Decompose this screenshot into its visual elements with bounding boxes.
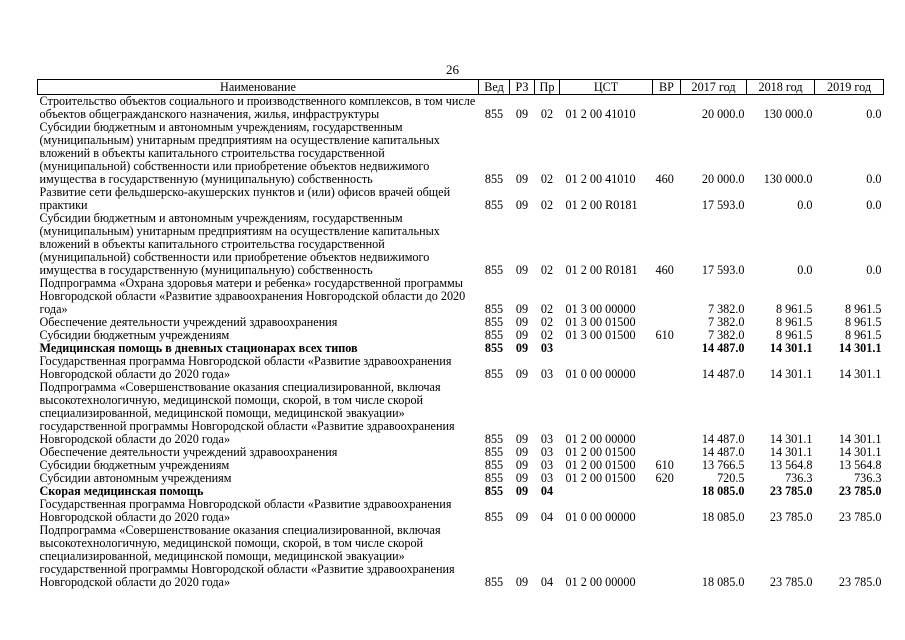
cell-vr: 460 xyxy=(655,263,674,277)
cell-name: Скорая медицинская помощь xyxy=(39,484,204,498)
cell-ved: 855 xyxy=(484,341,504,355)
cell-vr xyxy=(653,342,681,355)
cell-rz: 09 xyxy=(515,575,529,589)
cell-y2017: 14 487.0 xyxy=(701,341,745,355)
header-pr: Пр xyxy=(535,80,560,95)
cell-cst xyxy=(560,342,653,355)
cell-name: Государственная программа Новгородской области «Развитие здравоохранения Новгородской области до 2020 года» xyxy=(39,354,452,381)
cell-pr: 03 xyxy=(540,445,554,459)
cell-name: Субсидии бюджетным и автономным учреждениям, государственным (муниципальным) унитарным предприятиям на осуществление капитальных вложений в объекты капитального строительства государственной (муниципальной) собственности или приобретение объектов недвижимого имущества в государственную (муниципальную) собственность xyxy=(39,211,440,277)
cell-rz: 09 xyxy=(515,484,529,498)
cell-name: Государственная программа Новгородской области «Развитие здравоохранения Новгородской области до 2020 года» xyxy=(39,497,452,524)
cell-y2019: 8 961.5 xyxy=(844,315,882,329)
cell-name: Медицинская помощь в дневных стационарах всех типов xyxy=(39,341,358,355)
header-cst: ЦСТ xyxy=(560,80,653,95)
header-2017: 2017 год xyxy=(681,80,747,95)
cell-y2019: 23 785.0 xyxy=(838,484,882,498)
cell-ved: 855 xyxy=(484,263,504,277)
cell-pr: 02 xyxy=(540,172,554,186)
cell-name: Развитие сети фельдшерско-акушерских пунктов и (или) офисов врачей общей практики xyxy=(39,185,451,212)
cell-cst: 01 3 00 01500 xyxy=(565,328,636,342)
cell-y2018: 8 961.5 xyxy=(775,328,813,342)
cell-pr: 04 xyxy=(540,575,554,589)
cell-cst: 01 2 00 01500 xyxy=(565,445,636,459)
cell-y2017: 17 593.0 xyxy=(701,263,745,277)
table-header-row xyxy=(38,80,884,95)
cell-y2019: 14 301.1 xyxy=(838,432,882,446)
table-row xyxy=(38,355,884,381)
cell-y2019: 8 961.5 xyxy=(844,328,882,342)
cell-y2017: 7 382.0 xyxy=(707,302,745,316)
cell-y2018: 14 301.1 xyxy=(769,341,813,355)
cell-ved: 855 xyxy=(484,575,504,589)
cell-y2018: 0.0 xyxy=(797,198,813,212)
cell-y2018: 736.3 xyxy=(785,471,813,485)
header-2019: 2019 год xyxy=(815,80,884,95)
cell-y2019: 23 785.0 xyxy=(838,510,882,524)
cell-vr xyxy=(653,186,681,212)
cell-name: Субсидии бюджетным учреждениям xyxy=(39,328,230,342)
cell-y2017: 14 487.0 xyxy=(701,432,745,446)
cell-y2019: 736.3 xyxy=(854,471,882,485)
cell-vr: 610 xyxy=(655,458,674,472)
cell-pr: 02 xyxy=(540,328,554,342)
cell-vr xyxy=(653,524,681,589)
page-number: 26 xyxy=(446,62,459,77)
cell-vr xyxy=(653,277,681,316)
budget-table xyxy=(37,79,884,589)
cell-rz: 09 xyxy=(515,367,529,381)
table-body xyxy=(38,95,884,590)
cell-y2017: 18 085.0 xyxy=(701,575,745,589)
cell-cst: 01 3 00 01500 xyxy=(565,315,636,329)
cell-vr: 620 xyxy=(655,471,674,485)
cell-pr: 03 xyxy=(540,367,554,381)
cell-y2017: 14 487.0 xyxy=(701,367,745,381)
cell-ved: 855 xyxy=(484,458,504,472)
cell-pr: 04 xyxy=(540,484,554,498)
cell-name: Строительство объектов социального и производственного комплексов, в том числе объектов общегражданского назначения, жилья, инфраструктуры xyxy=(39,94,476,121)
cell-y2019: 23 785.0 xyxy=(838,575,882,589)
table-row xyxy=(38,277,884,316)
cell-y2017: 14 487.0 xyxy=(701,445,745,459)
cell-y2018: 23 785.0 xyxy=(769,510,813,524)
cell-y2017: 20 000.0 xyxy=(701,172,745,186)
cell-cst: 01 2 00 01500 xyxy=(565,471,636,485)
cell-rz: 09 xyxy=(515,302,529,316)
cell-y2018: 0.0 xyxy=(797,263,813,277)
cell-cst: 01 2 00 R0181 xyxy=(565,198,638,212)
cell-y2019: 14 301.1 xyxy=(838,341,882,355)
cell-vr xyxy=(653,485,681,498)
cell-name: Субсидии бюджетным и автономным учреждениям, государственным (муниципальным) унитарным предприятиям на осуществление капитальных вложений в объекты капитального строительства государственной (муниципальной) собственности или приобретение объектов недвижимого имущества в государственную (муниципальную) собственность xyxy=(39,120,440,186)
cell-rz: 09 xyxy=(515,198,529,212)
cell-ved: 855 xyxy=(484,107,504,121)
cell-ved: 855 xyxy=(484,471,504,485)
cell-pr: 02 xyxy=(540,198,554,212)
cell-y2017: 20 000.0 xyxy=(701,107,745,121)
cell-pr: 03 xyxy=(540,458,554,472)
cell-y2019: 8 961.5 xyxy=(844,302,882,316)
cell-name: Подпрограмма «Совершенствование оказания специализированной, включая высокотехнологичную, медицинской помощи, скорой, в том числе скорой специализированной, медицинской помощи, медицинской эвакуации» государственной программы Новгородской области «Развитие здравоохранения Новгородской области до 2020 года» xyxy=(39,523,455,589)
cell-name: Подпрограмма «Охрана здоровья матери и ребенка» государственной программы Новгородской области «Развитие здравоохранения Новгородской области до 2020 года» xyxy=(39,276,466,316)
cell-y2017: 720.5 xyxy=(717,471,745,485)
cell-name: Субсидии автономным учреждениям xyxy=(39,471,232,485)
cell-vr: 460 xyxy=(655,172,674,186)
cell-rz: 09 xyxy=(515,432,529,446)
cell-rz: 09 xyxy=(515,328,529,342)
cell-pr: 02 xyxy=(540,263,554,277)
cell-vr xyxy=(653,381,681,446)
cell-pr: 02 xyxy=(540,315,554,329)
header-rz: РЗ xyxy=(510,80,535,95)
cell-cst: 01 2 00 00000 xyxy=(565,575,636,589)
cell-y2017: 18 085.0 xyxy=(701,484,745,498)
cell-cst: 01 2 00 R0181 xyxy=(565,263,638,277)
cell-y2019: 13 564.8 xyxy=(838,458,882,472)
cell-ved: 855 xyxy=(484,445,504,459)
cell-cst: 01 0 00 00000 xyxy=(565,367,636,381)
table-row xyxy=(38,524,884,589)
cell-y2019: 0.0 xyxy=(866,263,882,277)
cell-y2017: 18 085.0 xyxy=(701,510,745,524)
cell-y2018: 23 785.0 xyxy=(769,484,813,498)
table-row xyxy=(38,498,884,524)
header-vr: ВР xyxy=(653,80,681,95)
cell-rz: 09 xyxy=(515,315,529,329)
cell-ved: 855 xyxy=(484,484,504,498)
cell-y2018: 14 301.1 xyxy=(769,445,813,459)
cell-rz: 09 xyxy=(515,107,529,121)
cell-y2019: 0.0 xyxy=(866,172,882,186)
cell-cst: 01 2 00 41010 xyxy=(565,107,636,121)
cell-rz: 09 xyxy=(515,471,529,485)
cell-ved: 855 xyxy=(484,510,504,524)
cell-ved: 855 xyxy=(484,302,504,316)
cell-y2018: 23 785.0 xyxy=(769,575,813,589)
table-row xyxy=(38,95,884,122)
cell-y2019: 14 301.1 xyxy=(838,445,882,459)
cell-pr: 04 xyxy=(540,510,554,524)
header-name: Наименование xyxy=(38,80,479,95)
cell-rz: 09 xyxy=(515,445,529,459)
cell-y2018: 130 000.0 xyxy=(763,172,813,186)
cell-cst: 01 3 00 00000 xyxy=(565,302,636,316)
cell-rz: 09 xyxy=(515,263,529,277)
cell-y2018: 13 564.8 xyxy=(769,458,813,472)
cell-ved: 855 xyxy=(484,328,504,342)
cell-name: Обеспечение деятельности учреждений здравоохранения xyxy=(39,445,338,459)
header-ved: Вед xyxy=(479,80,510,95)
cell-vr xyxy=(653,355,681,381)
cell-y2017: 17 593.0 xyxy=(701,198,745,212)
cell-pr: 03 xyxy=(540,432,554,446)
table-row xyxy=(38,212,884,277)
cell-ved: 855 xyxy=(484,198,504,212)
table-row xyxy=(38,381,884,446)
cell-cst: 01 2 00 01500 xyxy=(565,458,636,472)
cell-rz: 09 xyxy=(515,172,529,186)
cell-pr: 02 xyxy=(540,302,554,316)
cell-name: Обеспечение деятельности учреждений здравоохранения xyxy=(39,315,338,329)
cell-ved: 855 xyxy=(484,315,504,329)
cell-name: Подпрограмма «Совершенствование оказания специализированной, включая высокотехнологичную, медицинской помощи, скорой, в том числе скорой специализированной, медицинской помощи, медицинской эвакуации» государственной программы Новгородской области «Развитие здравоохранения Новгородской области до 2020 года» xyxy=(39,380,455,446)
cell-ved: 855 xyxy=(484,432,504,446)
cell-pr: 03 xyxy=(540,341,554,355)
cell-cst xyxy=(560,485,653,498)
cell-y2019: 0.0 xyxy=(866,198,882,212)
header-2018: 2018 год xyxy=(747,80,815,95)
cell-vr xyxy=(653,498,681,524)
cell-cst: 01 0 00 00000 xyxy=(565,510,636,524)
cell-vr: 610 xyxy=(655,328,674,342)
cell-pr: 02 xyxy=(540,107,554,121)
cell-ved: 855 xyxy=(484,367,504,381)
table-row xyxy=(38,186,884,212)
cell-y2018: 14 301.1 xyxy=(769,432,813,446)
cell-y2018: 14 301.1 xyxy=(769,367,813,381)
cell-rz: 09 xyxy=(515,458,529,472)
cell-name: Субсидии бюджетным учреждениям xyxy=(39,458,230,472)
cell-y2019: 0.0 xyxy=(866,107,882,121)
cell-y2018: 130 000.0 xyxy=(763,107,813,121)
cell-y2018: 8 961.5 xyxy=(775,302,813,316)
cell-y2017: 7 382.0 xyxy=(707,328,745,342)
cell-ved: 855 xyxy=(484,172,504,186)
cell-pr: 03 xyxy=(540,471,554,485)
table-row xyxy=(38,121,884,186)
cell-cst: 01 2 00 00000 xyxy=(565,432,636,446)
cell-y2018: 8 961.5 xyxy=(775,315,813,329)
cell-rz: 09 xyxy=(515,510,529,524)
cell-cst: 01 2 00 41010 xyxy=(565,172,636,186)
cell-rz: 09 xyxy=(515,341,529,355)
cell-y2019: 14 301.1 xyxy=(838,367,882,381)
cell-y2017: 7 382.0 xyxy=(707,315,745,329)
cell-vr xyxy=(653,95,681,122)
cell-y2017: 13 766.5 xyxy=(701,458,745,472)
